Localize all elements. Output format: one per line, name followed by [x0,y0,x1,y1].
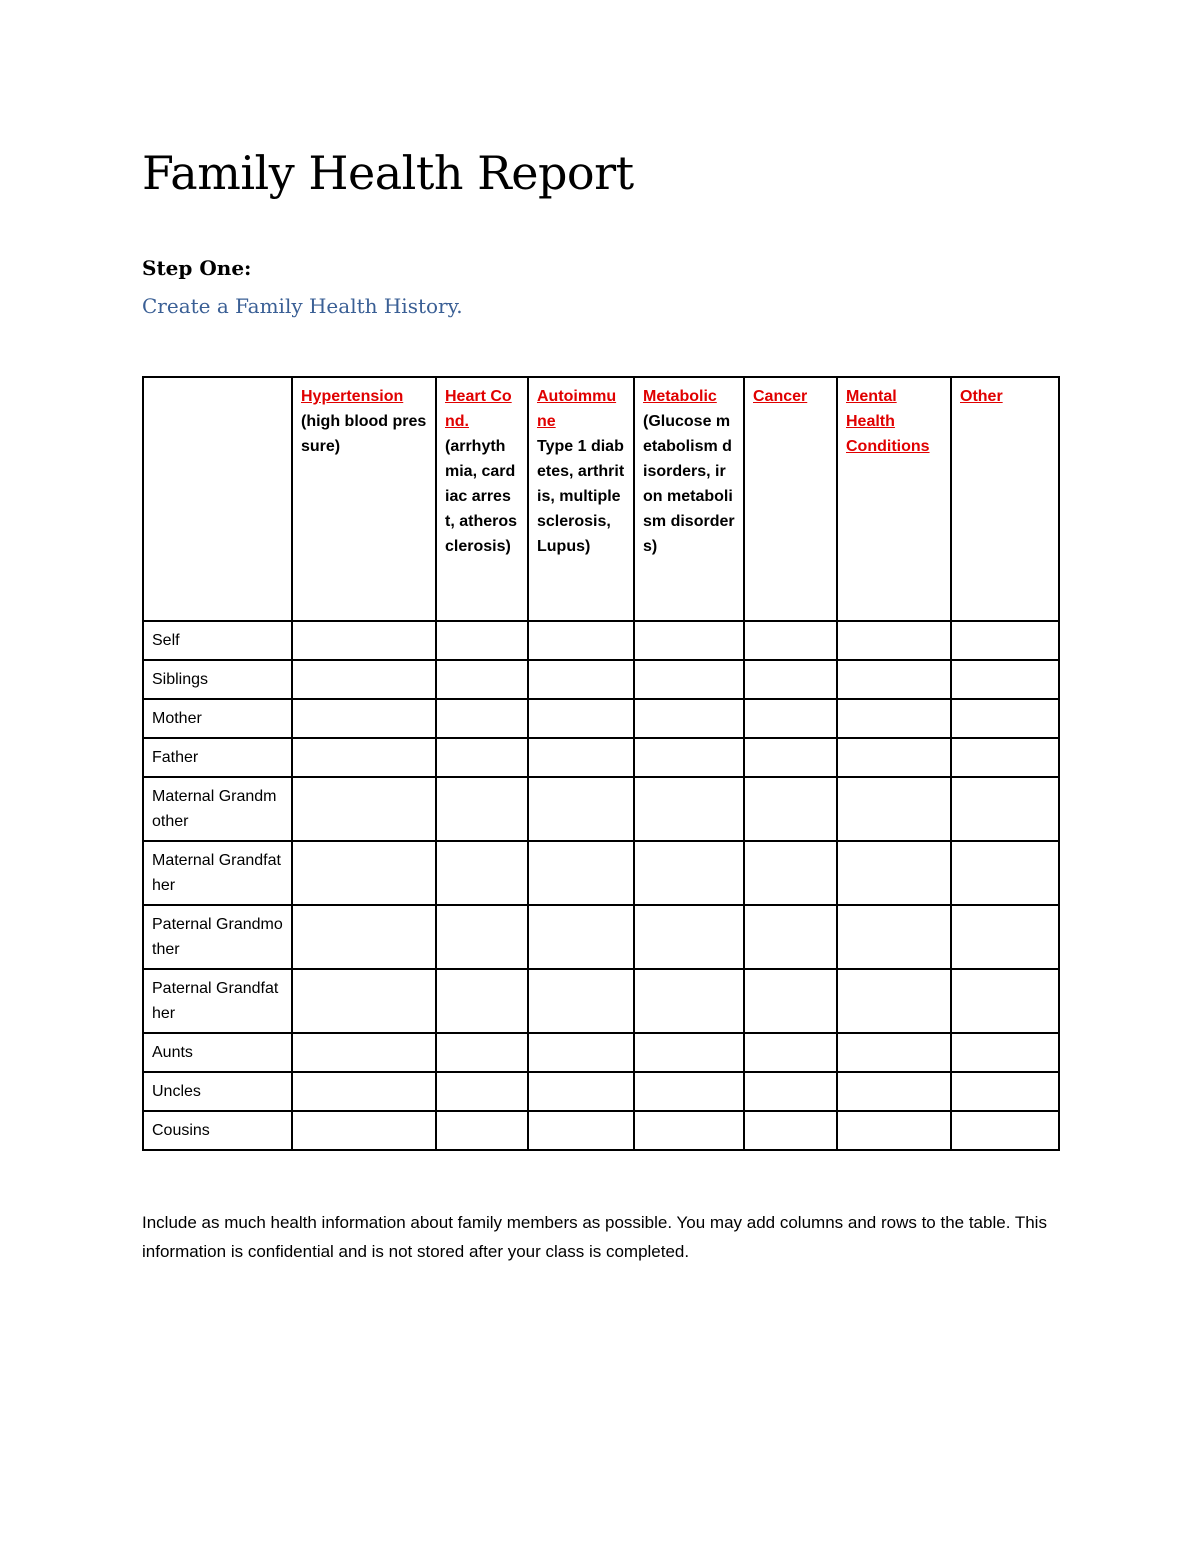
table-cell[interactable] [436,969,528,1033]
row-label: Paternal Grandfather [143,969,292,1033]
table-body [143,621,1059,1150]
header-metabolic [634,377,744,621]
row-label: Uncles [143,1072,292,1111]
row-label: Paternal Grandmother [143,905,292,969]
table-cell[interactable] [436,660,528,699]
table-cell[interactable] [634,1072,744,1111]
table-cell[interactable] [744,621,837,660]
table-cell[interactable] [837,1111,951,1150]
table-cell[interactable] [292,777,436,841]
table-cell[interactable] [951,738,1059,777]
header-other [951,377,1059,621]
row-label: Self [143,621,292,660]
table-cell[interactable] [744,660,837,699]
table-cell[interactable] [634,841,744,905]
table-cell[interactable] [634,1033,744,1072]
header-mental-health [837,377,951,621]
table-cell[interactable] [292,905,436,969]
table-cell[interactable] [951,777,1059,841]
table-cell[interactable] [951,969,1059,1033]
table-cell[interactable] [292,1033,436,1072]
table-cell[interactable] [436,738,528,777]
table-cell[interactable] [744,841,837,905]
table-cell[interactable] [436,777,528,841]
header-title: Heart Cond. [445,388,512,430]
table-cell[interactable] [744,777,837,841]
table-cell[interactable] [292,621,436,660]
table-cell[interactable] [837,841,951,905]
table-row [143,969,1059,1033]
table-cell[interactable] [951,905,1059,969]
table-cell[interactable] [837,969,951,1033]
table-cell[interactable] [837,660,951,699]
table-cell[interactable] [436,905,528,969]
table-cell[interactable] [951,699,1059,738]
table-cell[interactable] [951,660,1059,699]
table-cell[interactable] [528,1033,634,1072]
table-cell[interactable] [292,738,436,777]
table-cell[interactable] [744,1072,837,1111]
table-cell[interactable] [837,1033,951,1072]
table-cell[interactable] [634,777,744,841]
row-label: Maternal Grandmother [143,777,292,841]
header-autoimmune [528,377,634,621]
table-cell[interactable] [436,699,528,738]
header-note: (arrhythmia, cardiac arrest, atherosclerosis) [445,438,518,555]
row-label: Father [143,738,292,777]
page-title: Family Health Report [142,146,634,200]
table-cell[interactable] [436,1111,528,1150]
table-cell[interactable] [634,660,744,699]
table-cell[interactable] [292,841,436,905]
table-header-row [143,377,1059,621]
table-cell[interactable] [744,1111,837,1150]
step-description: Create a Family Health History. [142,294,463,318]
table-cell[interactable] [951,841,1059,905]
table-cell[interactable] [634,699,744,738]
table-cell[interactable] [528,905,634,969]
table-cell[interactable] [634,738,744,777]
table-cell[interactable] [634,969,744,1033]
table-cell[interactable] [744,1033,837,1072]
table-cell[interactable] [951,1072,1059,1111]
header-note: (high blood pressure) [301,413,427,455]
table-cell[interactable] [528,738,634,777]
table-cell[interactable] [436,841,528,905]
table-cell[interactable] [528,660,634,699]
table-cell[interactable] [744,905,837,969]
table-cell[interactable] [292,1111,436,1150]
row-label: Aunts [143,1033,292,1072]
table-cell[interactable] [528,777,634,841]
header-title: Cancer [753,388,808,405]
table-cell[interactable] [528,969,634,1033]
header-title: Hypertension [301,388,404,405]
row-label: Maternal Grandfather [143,841,292,905]
table-cell[interactable] [744,969,837,1033]
table-cell[interactable] [634,621,744,660]
table-cell[interactable] [292,969,436,1033]
table-cell[interactable] [837,1072,951,1111]
table-cell[interactable] [634,1111,744,1150]
table-row [143,1111,1059,1150]
header-hypertension [292,377,436,621]
table-cell[interactable] [292,660,436,699]
step-label: Step One: [142,256,252,280]
header-note: Type 1 diabetes, arthritis, multiple sclerosis, Lupus) [537,438,625,555]
header-note: (Glucose metabolism disorders, iron metabolism disorders) [643,413,735,555]
table-cell[interactable] [528,841,634,905]
row-label: Siblings [143,660,292,699]
header-title: Metabolic [643,388,717,405]
header-title: Autoimmune [537,388,617,430]
table-cell[interactable] [528,699,634,738]
row-label: Mother [143,699,292,738]
header-corner-cell [143,377,292,621]
table-cell[interactable] [744,738,837,777]
header-heart-cond [436,377,528,621]
header-cancer [744,377,837,621]
table-cell[interactable] [837,777,951,841]
table-row [143,1072,1059,1111]
table-row [143,699,1059,738]
family-health-table [142,376,1060,1151]
table-row [143,777,1059,841]
table-cell[interactable] [292,699,436,738]
header-title: Other [960,388,1003,405]
table-cell[interactable] [436,621,528,660]
table-row [143,841,1059,905]
table-cell[interactable] [528,621,634,660]
table-cell[interactable] [436,1072,528,1111]
table-cell[interactable] [837,699,951,738]
row-label: Cousins [143,1111,292,1150]
table-cell[interactable] [528,1072,634,1111]
header-title: Mental Health Conditions [846,388,930,455]
table-cell[interactable] [744,699,837,738]
table-cell[interactable] [528,1111,634,1150]
table-cell[interactable] [837,738,951,777]
table-cell[interactable] [837,621,951,660]
table-cell[interactable] [951,621,1059,660]
table-row [143,905,1059,969]
table-row [143,621,1059,660]
table-cell[interactable] [634,905,744,969]
table-row [143,1033,1059,1072]
table-cell[interactable] [951,1033,1059,1072]
table-cell[interactable] [951,1111,1059,1150]
footer-note: Include as much health information about family members as possible. You may add columns and rows to the table. This information is confidential and is not stored after your class is completed. [142,1213,1047,1261]
table-cell[interactable] [292,1072,436,1111]
table-cell[interactable] [436,1033,528,1072]
table-cell[interactable] [837,905,951,969]
table-row [143,660,1059,699]
table-row [143,738,1059,777]
